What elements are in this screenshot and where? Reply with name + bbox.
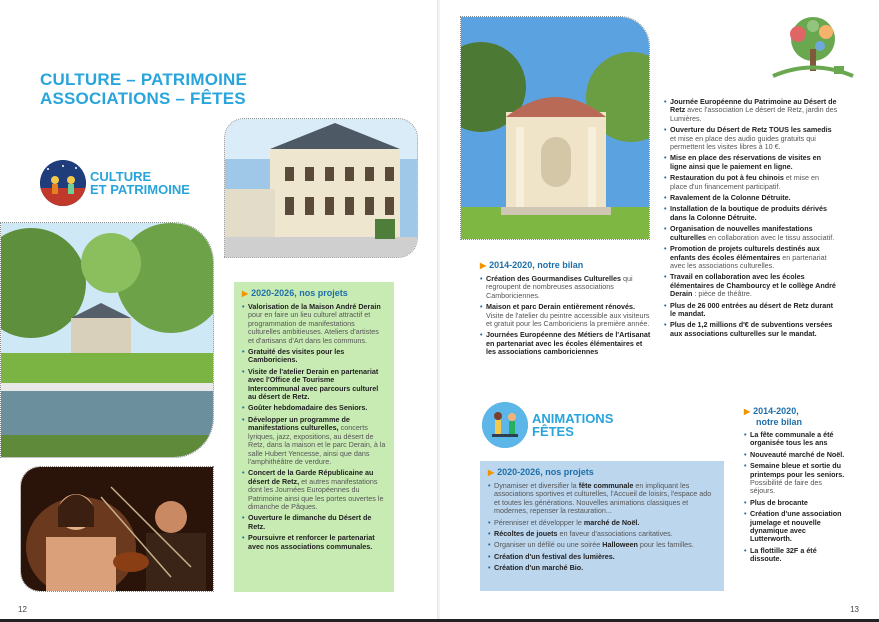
list-item: • Pérenniser et développer le marché de Noël. xyxy=(488,519,716,527)
list-item: • Journée Européenne du Patrimoine au Désert de Retz avec l'association Le désert de Retz, jardin des Lumières. xyxy=(664,98,838,123)
animations-bilan-heading: ▶ 2014-2020, notre bilan xyxy=(744,406,803,427)
arrow-right-icon: ▶ xyxy=(488,468,495,477)
main-title xyxy=(40,70,247,108)
page-number-right: 13 xyxy=(850,605,859,614)
list-item: • Valorisation de la Maison André Derain pour en faire un lieu culturel attractif et programmation de manifestations culturelles ambitieuses. Ateliers d'artistes et d'artisans d'Art dans les communs. xyxy=(242,303,386,345)
right-page xyxy=(440,0,879,622)
list-item: • Mise en place des réservations de visites en ligne ainsi que le paiement en ligne. xyxy=(664,154,838,171)
culture-realisations-list xyxy=(664,98,838,338)
culture-projects-box xyxy=(234,282,394,592)
list-item: • Récoltes de jouets en faveur d'associations caritatives. xyxy=(488,530,716,538)
list-item: • La fête communale a été organisée tous les ans xyxy=(744,431,848,448)
list-item: • Plus de 1,2 millions d'€ de subventions versées aux associations culturelles sur le mandat. xyxy=(664,321,838,338)
list-item: • Ouverture du Désert de Retz TOUS les samedis et mise en place des audio guides gratuits qui permettent les visites libres à 10 €. xyxy=(664,126,838,151)
list-item: • Dynamiser et diversifier la fête communale en impliquant les associations sportives et culturelles, l'Accueil de loisirs, l'espace ado et toutes les générations. Nouvelles animations classiques et modernes, repenser la restauration... xyxy=(488,482,716,516)
animations-projects-box xyxy=(480,461,724,591)
list-item: • Ravalement de la Colonne Détruite. xyxy=(664,194,838,202)
list-item: • Plus de 26 000 entrées au désert de Retz durant le mandat. xyxy=(664,302,838,319)
list-item: • Création d'une association jumelage et nouvelle dynamique avec Lutterworth. xyxy=(744,510,848,544)
list-item: • Poursuivre et renforcer le partenariat avec nos associations communales. xyxy=(242,534,386,551)
list-item: • Création d'un marché Bio. xyxy=(488,564,716,572)
list-item: • Promotion de projets culturels destinés aux enfants des écoles élémentaires en partenariat avec les associations culturelles. xyxy=(664,245,838,270)
arrow-right-icon: ▶ xyxy=(744,407,751,416)
animations-bilan xyxy=(744,406,848,567)
culture-section-title: CULTURE ET PATRIMOINE xyxy=(90,169,190,197)
list-item: • Concert de la Garde Républicaine au désert de Retz, et autres manifestations dont les Journées Européennes du Patrimoine ainsi que les portes ouvertes le dimanche de Pâques. xyxy=(242,469,386,511)
list-item: • Journées Européenne des Métiers de l'Artisanat en partenariat avec les écoles élémentaires et les associations camboriciennes xyxy=(480,331,652,356)
list-item: • Organisation de nouvelles manifestations culturelles en collaboration avec le tissu associatif. xyxy=(664,225,838,242)
list-item: • Goûter hebdomadaire des Seniors. xyxy=(242,404,386,412)
maison-derain-photo xyxy=(224,118,418,258)
culture-bilan-list xyxy=(480,275,652,357)
page-number-left: 12 xyxy=(18,605,27,614)
list-item: • Maison et parc Derain entièrement rénovés. Visite de l'atelier du peintre accessible aux visiteurs et gratuit pour les Camboriciens la première année. xyxy=(480,303,652,328)
list-item: • Semaine bleue et sortie du printemps pour les seniors. Possibilité de faire des séjours. xyxy=(744,462,848,496)
animations-section-title: ANIMATIONS FÊTES xyxy=(532,411,614,439)
list-item: • La flottille 32F a été dissoute. xyxy=(744,547,848,564)
list-item: • Ouverture le dimanche du Désert de Retz. xyxy=(242,514,386,531)
list-item: • Plus de brocante xyxy=(744,499,848,507)
left-page xyxy=(0,0,438,622)
list-item: • Visite de l'atelier Derain en partenariat avec l'Office de Tourisme Intercommunal avec parcours culturel au désert de Retz. xyxy=(242,368,386,402)
list-item: • Organiser un défilé ou une soirée Halloween pour les familles. xyxy=(488,541,716,549)
list-item: • Travail en collaboration avec les écoles élémentaires de Chambourcy et le collège André Derain : pièce de théâtre. xyxy=(664,273,838,298)
parc-photo xyxy=(0,222,214,458)
culture-realisations-list-container xyxy=(664,98,838,341)
list-item: • Développer un programme de manifestations culturelles, concerts lyriques, jazz, expositions, au désert de Retz, dans la maison et le parc Derain, à la salle Hubert Yencesse, ainsi que dans l'amphithéâtre de verdure. xyxy=(242,416,386,466)
culture-bilan xyxy=(480,260,652,360)
main-title-line-2: ASSOCIATIONS – FÊTES xyxy=(40,89,246,108)
culture-bilan-heading: ▶ 2014-2020, notre bilan xyxy=(480,260,584,270)
orchestre-photo xyxy=(20,466,214,592)
arrow-right-icon: ▶ xyxy=(242,289,249,298)
animations-projects-heading: ▶ 2020-2026, nos projets xyxy=(488,467,594,477)
list-item: • Création des Gourmandises Culturelles qui regroupent de nombreuses associations Camboriciennes. xyxy=(480,275,652,300)
arrow-right-icon: ▶ xyxy=(480,261,487,270)
desert-de-retz-photo xyxy=(460,16,650,240)
list-item: • Création d'un festival des lumières. xyxy=(488,553,716,561)
main-title-line-1: CULTURE – PATRIMOINE xyxy=(40,70,248,89)
list-item: • Restauration du pot à feu chinois et mise en place d'un financement participatif. xyxy=(664,174,838,191)
tree-logo-icon xyxy=(768,14,858,84)
animations-projects-list xyxy=(488,482,716,573)
animations-bilan-list xyxy=(744,431,848,564)
list-item: • Gratuité des visites pour les Camboriciens. xyxy=(242,348,386,365)
culture-projects-heading: ▶ 2020-2026, nos projets xyxy=(242,288,348,298)
animations-badge-icon xyxy=(482,402,528,448)
culture-projects-list xyxy=(242,303,386,551)
list-item: • Installation de la boutique de produits dérivés dans la Colonne Détruite. xyxy=(664,205,838,222)
culture-badge-icon xyxy=(40,160,86,206)
list-item: • Nouveauté marché de Noël. xyxy=(744,451,848,459)
